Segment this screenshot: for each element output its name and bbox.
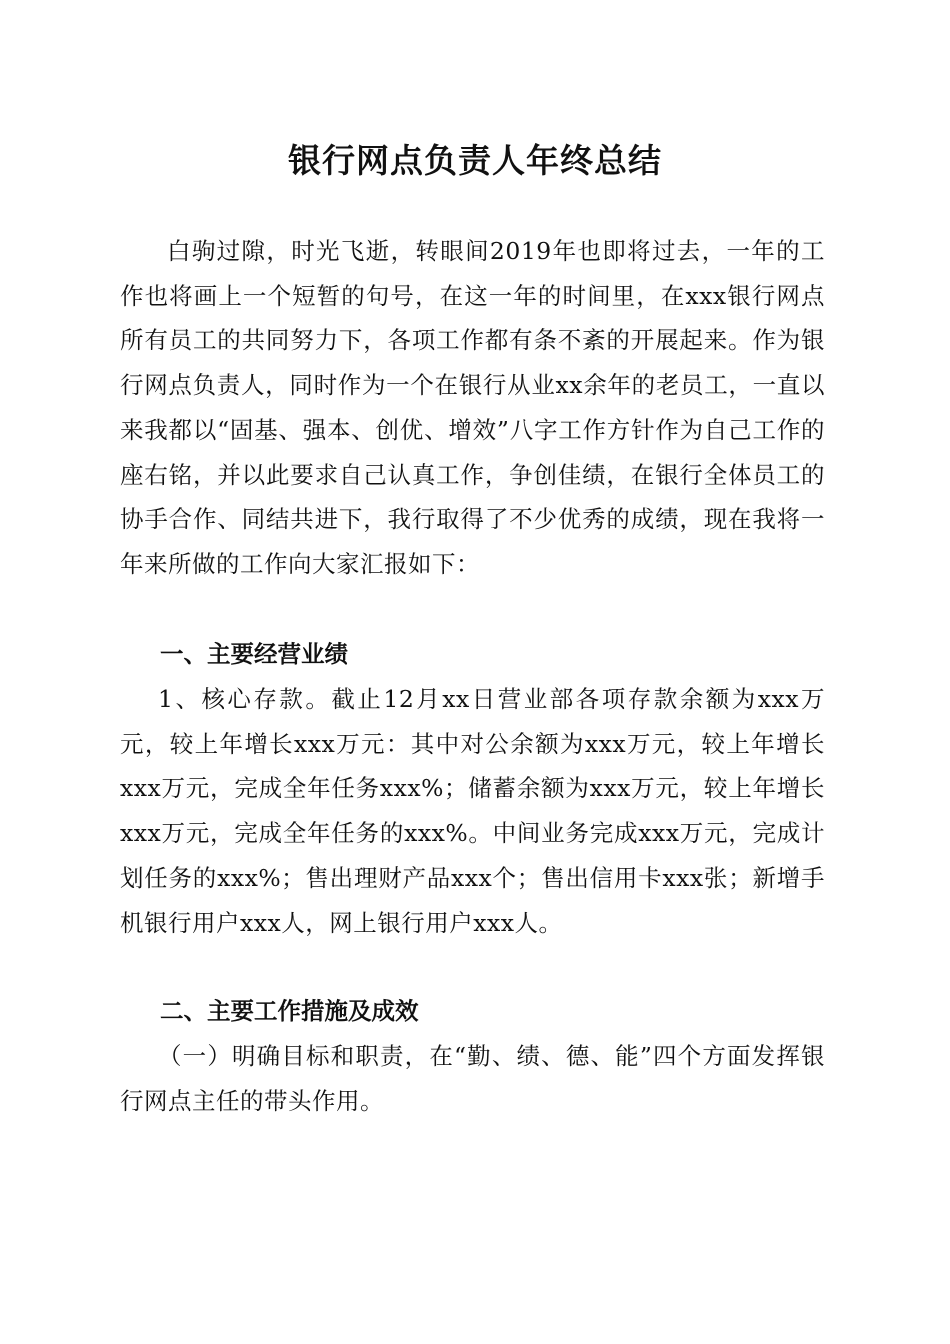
core-deposits-paragraph: 1、核心存款。截止12月xx日营业部各项存款余额为xxx万元，较上年增长xxx万元：其中对公余额为xxx万元，较上年增长xxx万元，完成全年任务xxx%；储蓄余额为xxx万元，较上年增长xxx万元，完成全年任务的xxx%。中间业务完成xxx万元，完成计划任务的xxx%；售出理财产品xxx个；售出信用卡xxx张；新增手机银行用户xxx人，网上银行用户xxx人。	[120, 685, 825, 937]
section-heading-performance: 一、主要经营业绩	[160, 640, 348, 668]
document-title: 银行网点负责人年终总结	[288, 141, 662, 180]
intro-paragraph: 白驹过隙，时光飞逝，转眼间2019年也即将过去，一年的工作也将画上一个短暂的句号，在这一年的时间里，在xxx银行网点所有员工的共同努力下，各项工作都有条不紊的开展起来。作为银行网点负责人，同时作为一个在银行从业xx余年的老员工，一直以来我都以“固基、强本、创优、增效”八字工作方针作为自己工作的座右铭，并以此要求自己认真工作，争创佳绩，在银行全体员工的协手合作、同结共进下，我行取得了不少优秀的成绩，现在我将一年来所做的工作向大家汇报如下：	[120, 237, 825, 578]
measures-paragraph: （一）明确目标和职责，在“勤、绩、德、能”四个方面发挥银行网点主任的带头作用。	[120, 1042, 825, 1115]
section-heading-measures: 二、主要工作措施及成效	[160, 997, 419, 1025]
